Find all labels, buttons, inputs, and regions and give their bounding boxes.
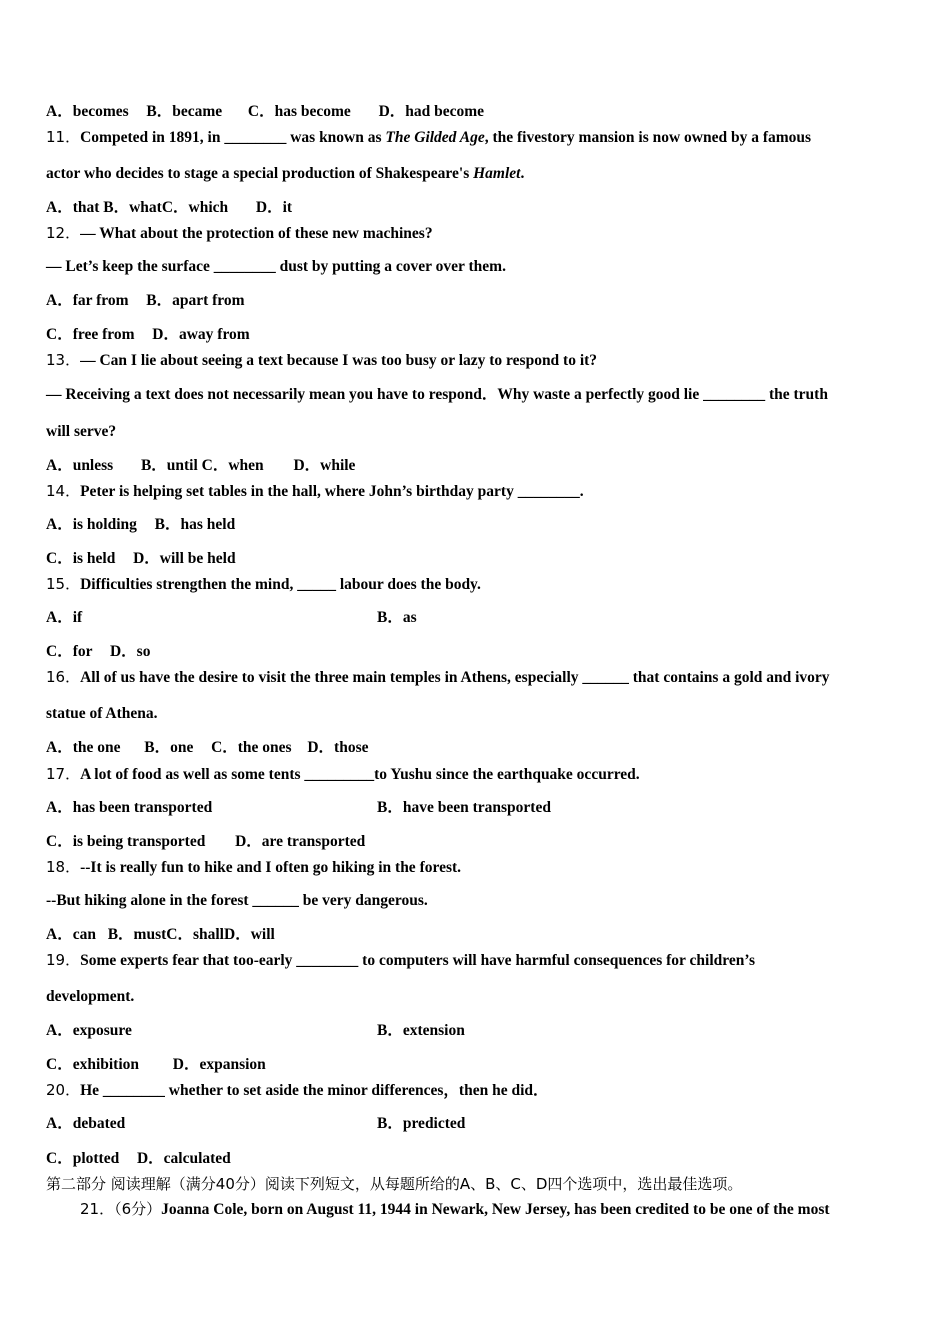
q11-text-b: , the fivestory mansion is now owned by a famous	[484, 129, 812, 146]
q20-option-a-cell	[46, 1115, 125, 1133]
q19-option-a-cell	[46, 1022, 132, 1040]
q18-text-2: --But hiking alone in the forest ______ be very dangerous.	[46, 892, 428, 909]
q16-stem-line1	[46, 668, 830, 687]
q15-option-c: C．for	[46, 643, 93, 660]
q13-text-2: — Receiving a text does not necessarily mean you have to respond．Why waste a perfectly good lie ________ the truth	[46, 386, 828, 403]
q11-title-italic: The Gilded Age	[385, 129, 485, 146]
q13-number: 13．	[46, 351, 81, 369]
section2-heading: 第二部分 阅读理解（满分40分）阅读下列短文，从每题所给的A、B、C、D四个选项中，选出最佳选项。	[46, 1175, 743, 1193]
q12-stem-line2	[46, 258, 506, 276]
q14-option-a: A．is holding	[46, 516, 137, 533]
q17-option-b: B．have been transported	[377, 799, 551, 816]
q21-stem-line1	[80, 1200, 830, 1219]
q12-option-a: A．far from	[46, 292, 129, 309]
q11-text-d: .	[520, 165, 525, 182]
q20-text: He ________ whether to set aside the minor differences，then he did．	[80, 1082, 549, 1099]
q15-options-row1	[46, 609, 82, 627]
q16-option-b: B．one	[144, 739, 194, 756]
q17-stem	[46, 765, 640, 784]
q18-option-b: B．must	[107, 926, 167, 943]
q17-option-a: A．has been transported	[46, 799, 213, 816]
q15-option-b: B．as	[377, 609, 417, 626]
q20-stem	[46, 1081, 549, 1100]
q16-number: 16．	[46, 668, 81, 686]
q18-text-1: --It is really fun to hike and I often go hiking in the forest.	[80, 859, 462, 876]
q11-option-d: D．it	[255, 199, 293, 216]
q11-options	[46, 199, 292, 217]
q16-option-c: C．the ones	[211, 739, 292, 756]
q16-options	[46, 739, 368, 757]
q11-hamlet-italic: Hamlet	[473, 165, 521, 182]
q17-option-a-cell	[46, 799, 212, 817]
q13-stem-line1	[46, 351, 597, 370]
q13-stem-line3	[46, 423, 116, 441]
q19-option-c: C．exhibition	[46, 1056, 140, 1073]
q14-option-b: B．has held	[154, 516, 236, 533]
q19-options-row2	[46, 1056, 266, 1074]
q18-stem-line2	[46, 892, 428, 910]
q11-option-a: A．that	[46, 199, 100, 216]
q11-option-b: B．what	[103, 199, 162, 216]
q14-options-row1	[46, 516, 235, 534]
q12-option-b: B．apart from	[146, 292, 245, 309]
q21-number: 21．	[80, 1200, 115, 1218]
q19-text-1: Some experts fear that too-early ________ to computers will have harmful consequences for children’s	[80, 952, 755, 969]
q18-option-d: D．will	[224, 926, 275, 943]
q13-text-3: will serve?	[46, 423, 117, 440]
q13-text-1: — Can I lie about seeing a text because I was too busy or lazy to respond to it?	[80, 352, 598, 369]
q19-text-2: development.	[46, 988, 135, 1005]
q11-text-a: Competed in 1891, in ________ was known as	[80, 129, 386, 146]
q20-option-a: A．debated	[46, 1115, 126, 1132]
q14-stem	[46, 482, 584, 501]
q11-text-c: actor who decides to stage a special production of Shakespeare's	[46, 165, 474, 182]
q10-option-c: C．has become	[247, 103, 351, 120]
q13-stem-line2	[46, 386, 828, 404]
q16-text-1: All of us have the desire to visit the three main temples in Athens, especially ______ that contains a gold and ivory	[80, 669, 830, 686]
q14-option-c: C．is held	[46, 550, 116, 567]
q16-text-2: statue of Athena.	[46, 705, 158, 722]
q12-option-d: D．away from	[152, 326, 250, 343]
q13-option-c: C．when	[201, 457, 264, 474]
q19-number: 19．	[46, 951, 81, 969]
q14-text: Peter is helping set tables in the hall, where John’s birthday party ________.	[80, 483, 584, 500]
q16-option-a: A．the one	[46, 739, 121, 756]
q20-option-d: D．calculated	[136, 1150, 231, 1167]
q12-stem-line1	[46, 224, 433, 243]
q17-option-b-cell	[377, 799, 551, 817]
q12-text-1: — What about the protection of these new machines?	[80, 225, 433, 242]
q13-option-a: A．unless	[46, 457, 114, 474]
q14-option-d: D．will be held	[133, 550, 236, 567]
q21-points: （6分）	[114, 1200, 162, 1218]
q17-option-d: D．are transported	[235, 833, 366, 850]
q16-option-d: D．those	[307, 739, 369, 756]
q15-option-a: A．if	[46, 609, 83, 626]
q17-options-row2	[46, 833, 365, 851]
q11-stem-line2	[46, 165, 524, 183]
q13-option-b: B．until	[140, 457, 198, 474]
q10-options	[46, 103, 484, 121]
q20-options-row2	[46, 1150, 231, 1168]
q12-options-row2	[46, 326, 250, 344]
q20-option-c: C．plotted	[46, 1150, 120, 1167]
q15-option-b-cell	[377, 609, 417, 627]
q10-option-a: A．becomes	[46, 103, 129, 120]
q19-option-a: A．exposure	[46, 1022, 132, 1039]
q15-stem	[46, 575, 481, 594]
q17-number: 17．	[46, 765, 81, 783]
q20-number: 20．	[46, 1081, 81, 1099]
q14-options-row2	[46, 550, 236, 568]
q12-number: 12．	[46, 224, 81, 242]
q15-options-row2	[46, 643, 150, 661]
q11-stem-line1	[46, 128, 811, 147]
q18-number: 18．	[46, 858, 81, 876]
q15-option-d: D．so	[109, 643, 151, 660]
q20-option-b: B．predicted	[377, 1115, 466, 1132]
q12-options-row1	[46, 292, 245, 310]
q19-option-b-cell	[377, 1022, 465, 1040]
q19-stem-line2	[46, 988, 134, 1006]
q21-text-1: Joanna Cole, born on August 11, 1944 in Newark, New Jersey, has been credited to be one of the most	[161, 1201, 830, 1218]
q13-options	[46, 457, 355, 475]
q17-option-c: C．is being transported	[46, 833, 206, 850]
q18-option-a: A．can	[46, 926, 96, 943]
q19-option-d: D．expansion	[172, 1056, 266, 1073]
q12-text-2: — Let’s keep the surface ________ dust by putting a cover over them.	[46, 258, 506, 275]
q17-text: A lot of food as well as some tents _________to Yushu since the earthquake occurred.	[80, 766, 640, 783]
q10-option-b: B．became	[146, 103, 223, 120]
q11-option-c: C．which	[161, 199, 229, 216]
q15-text: Difficulties strengthen the mind, _____ labour does the body.	[80, 576, 481, 593]
q10-option-d: D．had become	[378, 103, 485, 120]
q13-option-d: D．while	[293, 457, 356, 474]
q18-option-c: C．shall	[166, 926, 224, 943]
q14-number: 14．	[46, 482, 81, 500]
q18-options	[46, 926, 275, 944]
q11-number: 11．	[46, 128, 81, 146]
q15-number: 15．	[46, 575, 81, 593]
q12-option-c: C．free from	[46, 326, 135, 343]
q18-stem-line1	[46, 858, 461, 877]
q19-stem-line1	[46, 951, 755, 970]
q16-stem-line2	[46, 705, 158, 723]
q20-option-b-cell	[377, 1115, 465, 1133]
q19-option-b: B．extension	[377, 1022, 465, 1039]
